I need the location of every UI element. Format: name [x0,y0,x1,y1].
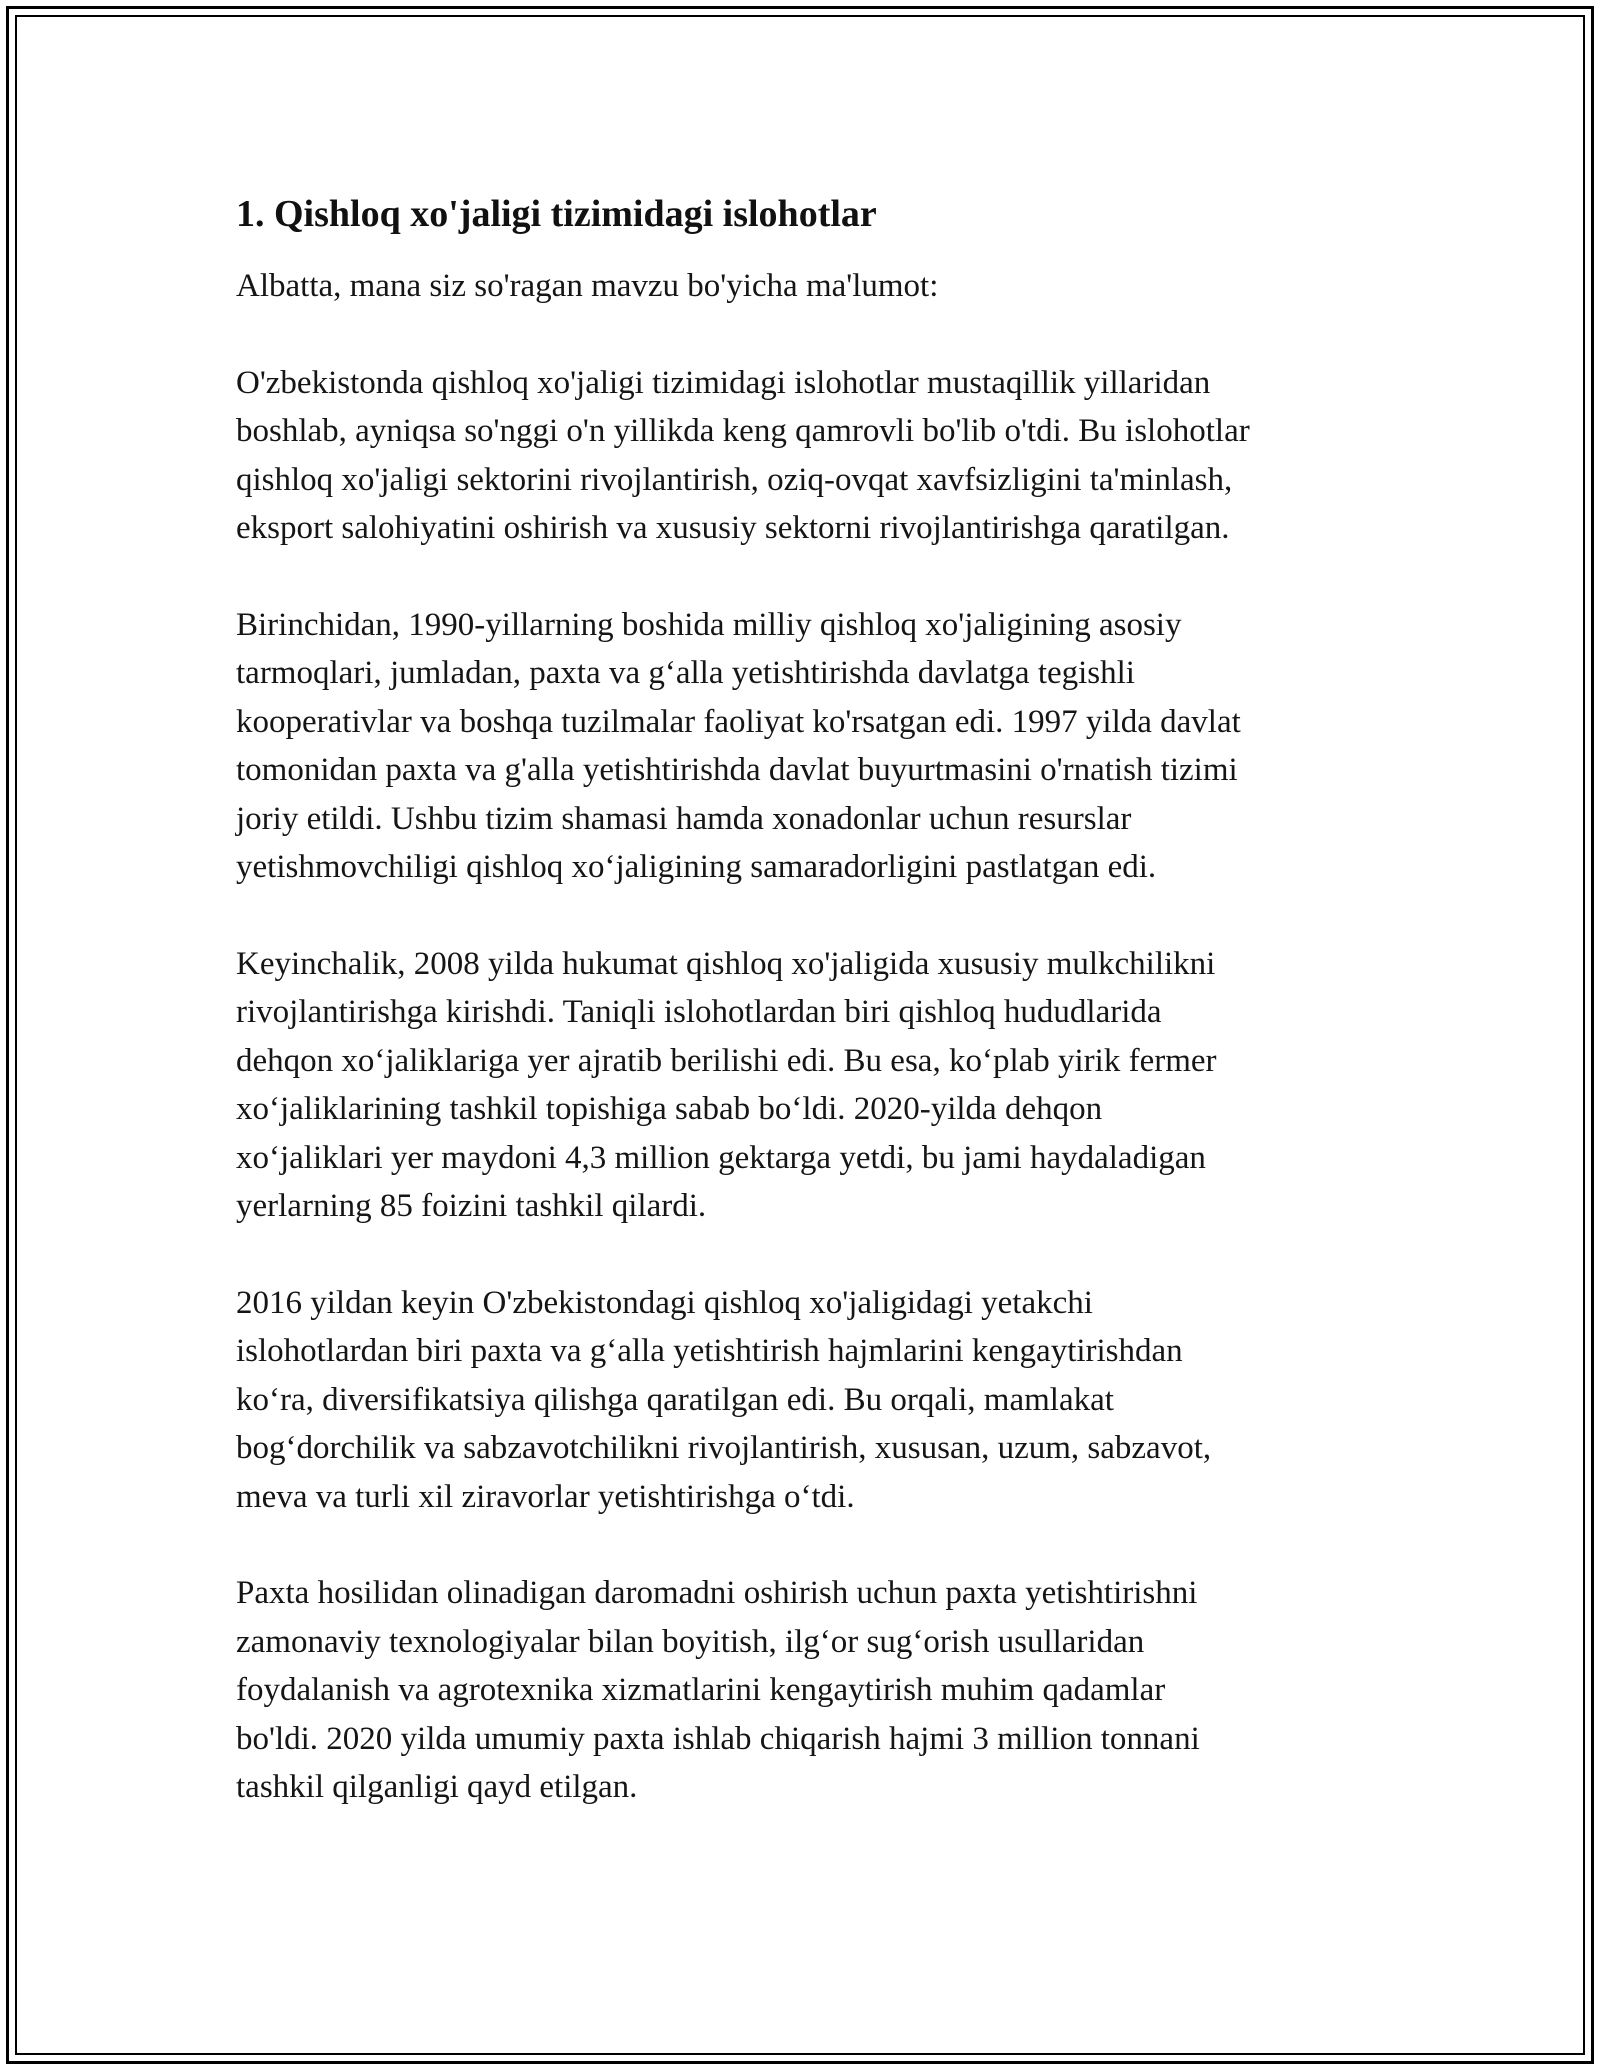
paragraph-line: Albatta, mana siz so'ragan mavzu bo'yicha ma'lumot: [236,268,939,304]
section-heading: 1. Qishloq xo'jaligi tizimidagi islohotlar [236,193,877,235]
paragraph-line: boshlab, ayniqsa so'nggi o'n yillikda keng qamrovli bo'lib o'tdi. Bu islohotlar [236,413,1250,449]
paragraph-line: Paxta hosilidan olinadigan daromadni oshirish uchun paxta yetishtirishni [236,1575,1198,1611]
paragraph-line: Keyinchalik, 2008 yilda hukumat qishloq xo'jaligida xususiy mulkchilikni [236,945,1216,982]
paragraph-line: xo‘jaliklari yer maydoni 4,3 million gektarga yetdi, bu jami haydaladigan [236,1139,1206,1176]
paragraph-line: tomonidan paxta va g'alla yetishtirishda davlat buyurtmasini o'rnatish tizimi [236,752,1238,788]
paragraph-line: islohotlardan biri paxta va g‘alla yetishtirish hajmlarini kengaytirishdan [236,1333,1183,1369]
paragraph [236,601,1376,892]
paragraph-list [236,262,1376,1812]
paragraph-line: yetishmovchiligi qishloq xo‘jaligining samaradorligini pastlatgan edi. [236,849,1157,885]
paragraph-line: O'zbekistonda qishloq xo'jaligi tizimidagi islohotlar mustaqillik yillaridan [236,364,1211,401]
paragraph-line: rivojlantirishga kirishdi. Taniqli islohotlardan biri qishloq hududlarida [236,994,1162,1030]
paragraph-line: eksport salohiyatini oshirish va xususiy sektorni rivojlantirishga qaratilgan. [236,510,1230,546]
paragraph-line: zamonaviy texnologiyalar bilan boyitish, ilg‘or sug‘orish usullaridan [236,1623,1145,1660]
paragraph-line: bo'ldi. 2020 yilda umumiy paxta ishlab chiqarish hajmi 3 million tonnani [236,1720,1200,1757]
paragraph-line: foydalanish va agrotexnika xizmatlarini kengaytirish muhim qadamlar [236,1672,1166,1708]
paragraph-line: Birinchidan, 1990-yillarning boshida milliy qishloq xo'jaligining asosiy [236,606,1182,643]
paragraph-line: joriy etildi. Ushbu tizim shamasi hamda xonadonlar uchun resurslar [236,800,1132,837]
paragraph [236,1279,1376,1522]
document-body [236,188,1376,1860]
paragraph [236,1569,1376,1812]
paragraph-line: 2016 yildan keyin O'zbekistondagi qishloq xo'jaligidagi yetakchi [236,1284,1093,1321]
paragraph-line: kooperativlar va boshqa tuzilmalar faoliyat ko'rsatgan edi. 1997 yilda davlat [236,703,1241,740]
paragraph-line: xo‘jaliklarining tashkil topishiga sabab bo‘ldi. 2020-yilda dehqon [236,1091,1103,1127]
paragraph-line: bog‘dorchilik va sabzavotchilikni rivojlantirish, xususan, uzum, sabzavot, [236,1430,1212,1466]
paragraph-line: meva va turli xil ziravorlar yetishtirishga o‘tdi. [236,1478,855,1515]
paragraph-line: dehqon xo‘jaliklariga yer ajratib berilishi edi. Bu esa, ko‘plab yirik fermer [236,1042,1217,1079]
paragraph-line: ko‘ra, diversifikatsiya qilishga qaratilgan edi. Bu orqali, mamlakat [236,1381,1114,1418]
paragraph-line: tarmoqlari, jumladan, paxta va g‘alla yetishtirishda davlatga tegishli [236,655,1135,691]
paragraph-line: tashkil qilganligi qayd etilgan. [236,1769,638,1805]
paragraph-line: yerlarning 85 foizini tashkil qilardi. [236,1188,707,1224]
paragraph [236,940,1376,1231]
paragraph [236,262,1376,311]
paragraph [236,359,1376,553]
paragraph-line: qishloq xo'jaligi sektorini rivojlantirish, oziq-ovqat xavfsizligini ta'minlash, [236,461,1233,498]
